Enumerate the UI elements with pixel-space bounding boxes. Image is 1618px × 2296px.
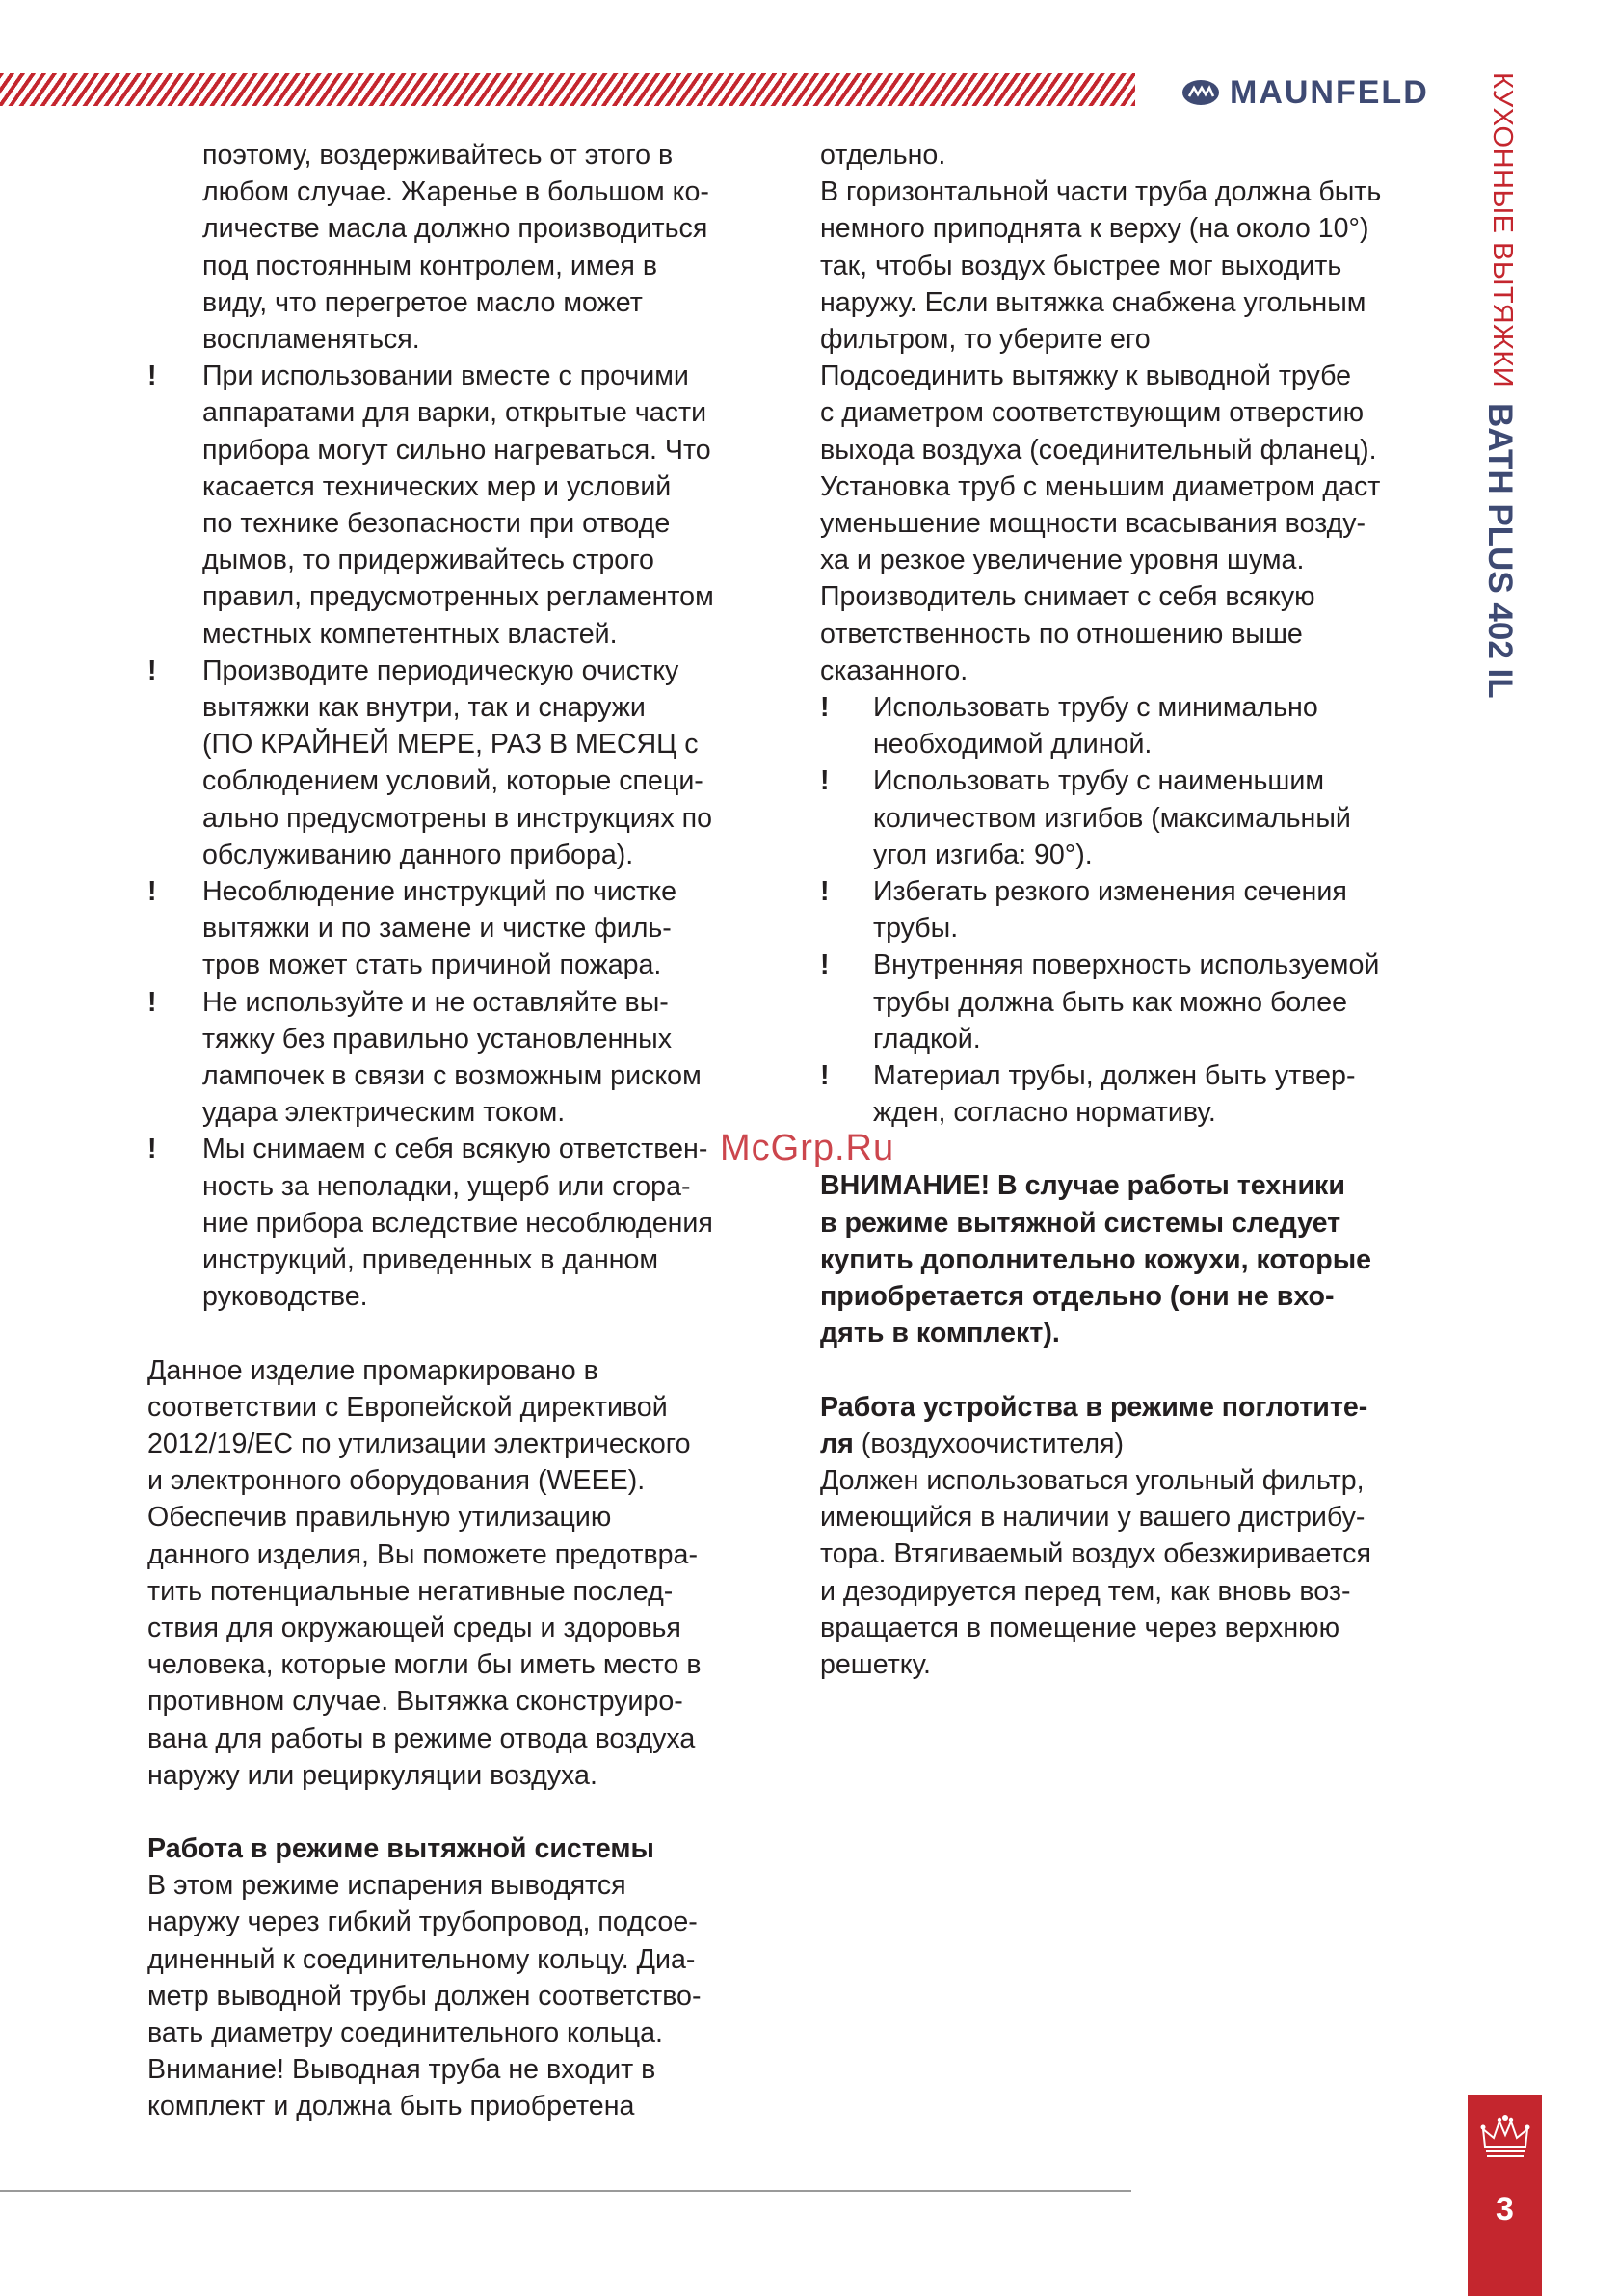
list-item — [820, 947, 1456, 1057]
exclamation-icon: ! — [820, 692, 830, 724]
recirc-heading-suffix: (воздухоочистителя) — [853, 1428, 1125, 1459]
list-item-text: Использовать трубу с минимально необходимой длиной. — [873, 692, 1318, 761]
right-column — [820, 137, 1456, 1683]
list-item-text: Внутренняя поверхность используемой трубы должна быть как можно более гладкой. — [873, 949, 1380, 1055]
list-item — [147, 358, 783, 653]
exhaust-paragraph: В этом режиме испарения выводятся наружу через гибкий трубопровод, подсое- диненный к соединительному кольцу. Диа- метр выводной трубы должен соответство- вать диаметру соединительного кольца. Внимание! Выводная труба не входит в комплект и должна быть приобретена — [147, 1870, 702, 2122]
list-item-text: Материал трубы, должен быть утвер- жден, согласно нормативу. — [873, 1060, 1356, 1129]
list-item — [820, 1057, 1456, 1131]
list-item — [147, 873, 783, 984]
list-item-text: Несоблюдение инструкций по чистке вытяжки и по замене и чистке филь- тров может стать причиной пожара. — [202, 876, 676, 981]
brand-logo — [1181, 71, 1429, 114]
exclamation-icon: ! — [820, 1060, 830, 1092]
brand-name: MAUNFELD — [1230, 73, 1429, 111]
exclamation-icon: ! — [147, 654, 157, 686]
crown-icon — [1479, 2112, 1531, 2162]
list-item — [147, 984, 783, 1132]
page-number: 3 — [1496, 2191, 1514, 2228]
recirc-heading-tail: ля — [820, 1428, 854, 1459]
list-item-text: Мы снимаем с себя всякую ответствен- ность за неполадки, ущерб или сгора- ние прибора вследствие несоблюдения инструкций, приведенных в данном руководстве. — [202, 1134, 713, 1313]
recirc-heading-line2 — [820, 1426, 1456, 1462]
list-item-text: Использовать трубу с наименьшим количеством изгибов (максимальный угол изгиба: 90°). — [873, 765, 1351, 870]
left-intro: поэтому, воздерживайтесь от этого в любом случае. Жаренье в большом ко- личестве масла должно производиться под постоянным контролем, имея в виду, что перегретое масло может воспламеняться. — [202, 140, 709, 356]
list-item-text: Не используйте и не оставляйте вы- тяжку без правильно установленных лампочек в связи с возможным риском удара электрическим током. — [202, 986, 702, 1129]
exclamation-icon: ! — [147, 1134, 157, 1165]
weee-paragraph: Данное изделие промаркировано в соответствии с Европейской директивой 2012/19/ЕС по утилизации электрического и электронного оборудования (WEEE). Обеспечив правильную утилизацию данного изделия, Вы поможете предотвра- тить потенциальные негативные послед- ствия для окружающей среды и здоровья человека, которые могли бы иметь место в противном случае. Вытяжка сконструиро- вана для работы в режиме отвода воздуха наружу или рециркуляции воздуха. — [147, 1354, 702, 1791]
exclamation-icon: ! — [147, 360, 157, 392]
model-label: BATH PLUS 402 IL — [1481, 403, 1519, 699]
recirc-paragraph: Должен использоваться угольный фильтр, имеющийся в наличии у вашего дистрибу- тора. Втягиваемый воздух обезжиривается и дезодируется перед тем, как вновь воз- вращается в помещение через верхнюю решетку. — [820, 1464, 1372, 1680]
exhaust-heading: Работа в режиме вытяжной системы — [147, 1832, 654, 1864]
list-item — [147, 653, 783, 873]
list-item — [147, 1131, 783, 1315]
warning-paragraph: ВНИМАНИЕ! В случае работы техники в режиме вытяжной системы следует купить дополнительно кожухи, которые приобретается отдельно (они не вхо- дять в комплект). — [820, 1170, 1372, 1349]
page-number-tab — [1468, 2095, 1542, 2296]
list-item-text: Избегать резкого изменения сечения трубы. — [873, 876, 1347, 945]
list-item-text: Производите периодическую очистку вытяжки как внутри, так и снаружи (ПО КРАЙНЕЙ МЕРЕ, РАЗ В МЕСЯЦ с соблюдением условий, которые специ- ально предусмотрены в инструкциях по обслуживанию данного прибора). — [202, 654, 712, 870]
list-item — [820, 873, 1456, 947]
exclamation-icon: ! — [820, 765, 830, 797]
footer-divider — [0, 2190, 1131, 2192]
exclamation-icon: ! — [820, 949, 830, 981]
exclamation-icon: ! — [147, 876, 157, 908]
recirc-heading-line1: Работа устройства в режиме поглотите- — [820, 1391, 1368, 1423]
category-label: КУХОННЫЕ ВЫТЯЖКИ — [1487, 72, 1518, 388]
list-item — [820, 689, 1456, 762]
header-stripe — [0, 73, 1135, 106]
exclamation-icon: ! — [147, 986, 157, 1018]
left-column — [147, 137, 783, 2125]
list-item-text: При использовании вместе с прочими аппаратами для варки, открытые части прибора могут сильно нагреваться. Что касается технических мер и условий по технике безопасности при отводе дымов, то придерживайтесь строго правил, предусмотренных регламентом местных компетентных властей. — [202, 360, 714, 650]
list-item — [820, 762, 1456, 873]
watermark: McGrp.Ru — [720, 1128, 895, 1168]
brand-logo-icon — [1181, 78, 1220, 107]
exclamation-icon: ! — [820, 876, 830, 908]
right-intro: отдельно. В горизонтальной части труба должна быть немного приподнята к верху (на около 10°) так, чтобы воздух быстрее мог выходить наружу. Если вытяжка снабжена угольным фильтром, то уберите его Подсоединить вытяжку к выводной трубе с диаметром соответствующим отверстию выхода воздуха (соединительный фланец). Установка труб с меньшим диаметром даст уменьшение мощности всасывания возду- ха и резкое увеличение уровня шума. Производитель снимает с себя всякую ответственность по отношению выше сказанного. — [820, 140, 1382, 686]
